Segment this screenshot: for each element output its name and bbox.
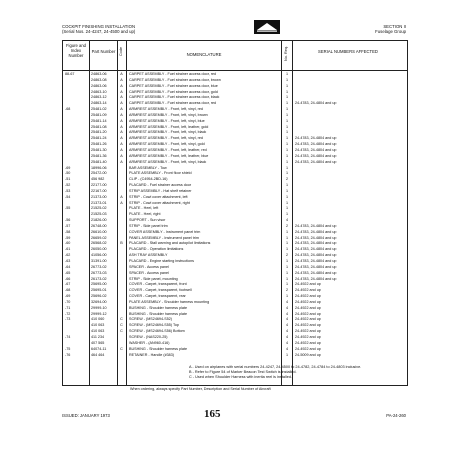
cell-figure-index: -75 [65,346,71,351]
cell-code: A [120,77,123,82]
cell-nomenclature: ARMREST ASSEMBLY - Front, left, leather, blue [129,153,209,158]
cell-code: A [120,142,123,147]
header-divider [63,70,407,71]
cell-figure-index: -67 [65,282,71,287]
cell-serial-numbers: 24-4783, 24-4804 and up [295,153,337,158]
cell-nomenclature: PLATE - Heel, left [129,206,159,211]
cell-part-number: 25481-09 [91,112,107,117]
cell-nomenclature: CARPET ASSEMBLY - Fuel strainer access door, red [129,72,217,76]
notes-block [189,365,389,380]
cell-code: A [120,72,123,76]
cell-serial-numbers: 24-4922 and up [295,317,321,322]
cell-part-number: 22177-00 [91,183,107,188]
col-header-part: Part Number [91,49,116,54]
cell-part-number: 26748-00 [91,223,107,228]
cell-serial-numbers: 24-4783, 24-4804 and up [295,136,337,141]
cell-part-number: 24863-10 [91,89,107,94]
cell-nomenclature: COVER - Carpet, transparent, footwell [129,288,192,293]
cell-nomenclature: SCREW - (MS24694-S52) [129,317,173,322]
cell-nomenclature: ARMREST ASSEMBLY - Front, left, vinyl, red [129,107,203,112]
cell-nomenclature: CLIP - (C4954-2BD-16) [129,177,168,182]
cell-serial-numbers: 24-4783, 24-4804 and up [295,259,337,263]
cell-quantity: 2 [285,177,289,182]
document-title: COCKPIT FINISHING INSTALLATION [62,24,136,29]
table-body [63,72,407,358]
cell-quantity: 1 [285,95,289,100]
cell-nomenclature: STRIP - Side panel, mounting [129,276,178,281]
cell-quantity: 1 [285,147,289,152]
cell-quantity: 1 [285,259,289,263]
cell-quantity: 4 [285,346,289,351]
cell-serial-numbers: 24-4922 and up [295,299,321,304]
cell-quantity: 1 [285,124,289,129]
cell-part-number: 25481-30 [91,147,107,152]
cell-part-number: 25695-00 [91,282,107,287]
cell-quantity: 1 [285,77,289,82]
cell-quantity: 1 [285,142,289,147]
cell-serial-numbers: 24-4783, 24-4804 and up [295,142,337,147]
cell-nomenclature: PANEL ASSEMBLY - Instrument panel trim [129,235,199,240]
cell-quantity: 1 [285,212,289,217]
manufacturer-logo-icon [254,20,280,34]
cell-part-number: 22167-00 [91,188,107,193]
cell-nomenclature: ARMREST ASSEMBLY - Front, left, vinyl, black [129,159,207,164]
cell-code: A [120,194,123,199]
cell-nomenclature: SCREW - (MS24694-S55) Top [129,323,179,328]
cell-code: C [120,329,123,334]
cell-quantity: 1 [285,183,289,188]
cell-part-number: 25481-26 [91,142,107,147]
cell-serial-numbers: 24-4922 and up [295,329,321,334]
cell-quantity: 1 [285,165,289,170]
cell-serial-numbers: 24-4783, 24-4804 and up [295,229,337,234]
cell-quantity: 4 [285,323,289,328]
note-text: Refer to Figure 54 of Marker Beacon Test Switch is installed. [194,369,297,374]
cell-part-number: 24863-12 [91,95,107,100]
cell-part-number: 29999-10 [91,305,107,310]
cell-serial-numbers: 24-4783, 24-4804 and up [295,276,337,281]
group-label: Fuselage Group [375,29,406,35]
cell-quantity: 2 [285,253,289,258]
cell-nomenclature: STRIP ASSEMBLY - Hat shelf retainer [129,188,192,193]
cell-quantity: 2 [285,288,289,293]
note-code: A [189,365,192,369]
cell-nomenclature: ARMREST ASSEMBLY - Front, left, vinyl, black [129,130,207,135]
cell-nomenclature: SPACER - Access panel [129,270,169,275]
cell-nomenclature: SPACER - Access panel [129,264,169,269]
cell-nomenclature: BAR ASSEMBLY - Tow [129,165,167,170]
cell-code: C [120,346,123,351]
cell-code: A [120,200,123,205]
note-b: B - Refer to Figure 54 of Marker Beacon Test Switch is installed. [189,369,297,374]
cell-serial-numbers: 24-4783, 24-4804 and up [295,101,337,106]
cell-part-number: 25481-02 [91,107,107,112]
cell-serial-numbers: 24-4922 and up [295,346,321,351]
note-c: C - Used when Shoulder Harness with inertia reel is installed. [189,374,292,379]
cell-quantity: 1 [285,118,289,123]
cell-part-number: 456 982 [91,177,105,182]
parts-table [62,40,408,386]
cell-part-number: 32694-00 [91,299,107,304]
cell-figure-index: -60 [65,241,71,246]
cell-part-number: 24863-06 [91,72,107,76]
cell-code: A [120,147,123,152]
cell-nomenclature: ARMREST ASSEMBLY - Front, left, vinyl, gold [129,142,205,147]
cell-part-number: 410 063 [91,323,105,328]
cell-nomenclature: RETAINER - Handle (#383) [129,352,175,357]
cell-serial-numbers: 24-4783, 24-4804 and up [295,270,337,275]
page-number: 165 [204,408,221,420]
cell-nomenclature: PLACARD - Engine starting instructions [129,259,194,263]
cell-part-number: 25696-02 [91,294,107,299]
page-header-right [356,24,406,35]
cell-nomenclature: ASH TRAY ASSEMBLY [129,253,168,258]
cell-serial-numbers: 24-4783, 24-4804 and up [295,223,337,228]
cell-part-number: 26050-00 [91,247,107,252]
cell-figure-index: -71 [65,305,71,310]
cell-quantity: 4 [285,311,289,316]
cell-quantity: 1 [285,247,289,252]
cell-quantity: 1 [285,130,289,135]
cell-part-number: 21373-01 [91,200,107,205]
cell-quantity: 1 [285,188,289,193]
cell-figure-index: -74 [65,334,71,339]
cell-part-number: 26773-02 [91,264,107,269]
cell-quantity: 1 [285,159,289,164]
cell-code: A [120,83,123,88]
cell-quantity: 1 [285,83,289,88]
cell-serial-numbers: 24-4922 and up [295,334,321,339]
cell-quantity: 1 [285,107,289,112]
cell-part-number: 25481-20 [91,130,107,135]
cell-figure-index: -56 [65,218,71,223]
cell-nomenclature: PLACARD - Stall warning and autopilot limitations [129,241,211,246]
cell-figure-index: -63 [65,259,71,263]
cell-code: A [120,159,123,164]
note-text: Used when Shoulder Harness with inertia reel is installed. [195,374,292,379]
cell-part-number: 31391-00 [91,259,107,263]
cell-quantity: 1 [285,352,289,357]
cell-nomenclature: STRIP - Cowl cover attachment, right [129,200,190,205]
cell-part-number: 24863-06 [91,83,107,88]
cell-part-number: 25481-08 [91,124,107,129]
cell-part-number: 410 060 [91,317,105,322]
cell-nomenclature: PLATE - Heel, right [129,212,161,217]
cell-serial-numbers: 24-4783, 24-4804 and up [295,241,337,246]
cell-figure-index: -61 [65,247,71,252]
cell-quantity: 4 [285,329,289,334]
cell-nomenclature: PLATE ASSEMBLY - Shoulder harness mounting [129,299,210,304]
cell-nomenclature: PLACARD - Fuel strainer access door [129,183,192,188]
cell-nomenclature: CARPET ASSEMBLY - Fuel strainer access door, brown [129,77,221,82]
cell-part-number: 64074-11 [91,346,107,351]
cell-part-number: 25481-24 [91,136,107,141]
cell-code: A [120,124,123,129]
cell-quantity: 1 [285,101,289,106]
cell-nomenclature: ARMREST ASSEMBLY - Front, left, vinyl, red [129,136,203,141]
cell-serial-numbers: 24-4783, 24-4804 and up [295,253,337,258]
cell-nomenclature: CARPET ASSEMBLY - Fuel strainer access door, gold [129,89,218,94]
cell-quantity: 1 [285,276,289,281]
cell-quantity: 1 [285,200,289,205]
cell-serial-numbers: 24-4922 and up [295,323,321,328]
cell-quantity: 1 [285,229,289,234]
section-label: SECTION II [383,24,406,29]
cell-code: A [120,153,123,158]
cell-serial-numbers: 24-4783, 24-4804 and up [295,147,337,152]
cell-quantity: 1 [285,194,289,199]
cell-quantity: 4 [285,218,289,223]
cell-part-number: 29999-12 [91,311,107,316]
cell-part-number: 21525-03 [91,212,107,217]
cell-nomenclature: STRIP - Side panel trim [129,223,168,228]
cell-nomenclature: CARPET ASSEMBLY - Fuel strainer access door, blue [129,83,218,88]
cell-figure-index: -55 [65,206,71,211]
serial-range: (Serial Nos. 24-4247, 24-4500 and up) [62,29,136,35]
cell-part-number: 410 063 [91,329,105,334]
cell-quantity: 1 [285,241,289,246]
cell-nomenclature: BUSHING - Shoulder harness plate [129,346,188,351]
cell-part-number: 407 565 [91,340,105,345]
cell-quantity: 1 [285,136,289,141]
cell-serial-numbers: 24-4783, 24-4804 and up [295,264,337,269]
cell-quantity: 1 [285,270,289,275]
cell-nomenclature: CARPET ASSEMBLY - Fuel strainer access door, red [129,101,217,106]
note-code: C [189,374,192,379]
cell-nomenclature: BUSHING - Shoulder harness plate [129,305,188,310]
col-header-code: Code [119,47,123,57]
cell-nomenclature: STRIP - Cowl cover attachment, left [129,194,188,199]
cell-quantity: 1 [285,294,289,299]
cell-nomenclature: SCREW - (NAS220-25) [129,334,168,339]
cell-figure-index: -73 [65,317,71,322]
document-code: PA-24-260 [386,413,406,418]
ordering-note: When ordering, always specify Part Number, Description and Serial Number of Aircraft [130,387,271,391]
cell-part-number: 25481-14 [91,118,107,123]
cell-nomenclature: PLATE ASSEMBLY - Front floor shield [129,171,192,176]
cell-quantity: 2 [285,223,289,228]
cell-quantity: 1 [285,112,289,117]
cell-serial-numbers: 24-4922 and up [295,288,321,293]
cell-nomenclature: COVER - Carpet, transparent, rear [129,294,186,299]
cell-quantity: 4 [285,305,289,310]
cell-part-number: 25472-00 [91,171,107,176]
cell-nomenclature: PLACARD - Operation limitations [129,247,184,252]
cell-serial-numbers: 24-5009 and up [295,352,321,357]
cell-quantity: 1 [285,153,289,158]
cell-part-number: 26659-02 [91,235,107,240]
cell-part-number: 26568-02 [91,241,107,246]
cell-figure-index: -59 [65,235,71,240]
col-header-serial: SERIAL NUMBERS AFFECTED [318,49,378,54]
cell-code: A [120,101,123,106]
col-header-qty: No. Req. [284,46,288,61]
cell-quantity: 1 [285,89,289,94]
cell-figure-index: -52 [65,183,71,188]
cell-figure-index: -76 [65,352,71,357]
cell-figure-index: 88-67 [65,72,75,76]
cell-figure-index: -72 [65,311,71,316]
cell-figure-index: -64 [65,264,71,269]
cell-quantity: 1 [285,264,289,269]
cell-serial-numbers: 24-4922 and up [295,340,321,345]
col-header-figure: Figure and Index Number [65,43,87,58]
note-a: A - Used on airplanes with serial numbers 24-4247, 24-4500 to 24-4782, 24-4784 to 24-4803 inclusive. [189,365,362,369]
cell-quantity: 1 [285,206,289,211]
cell-quantity: 1 [285,282,289,287]
cell-figure-index: -53 [65,188,71,193]
cell-code: C [120,323,123,328]
cell-serial-numbers: 24-4783, 24-4804 and up [295,159,337,164]
cell-figure-index: -68 [65,288,71,293]
cell-code: A [120,136,123,141]
cell-part-number: 21826-00 [91,218,107,223]
cell-quantity: 4 [285,317,289,322]
cell-quantity: 1 [285,72,289,76]
cell-part-number: 41056-00 [91,253,107,258]
cell-code: A [120,112,123,117]
cell-nomenclature: ARMREST ASSEMBLY - Front, left, leather, red [129,147,207,152]
cell-figure-index: -50 [65,171,71,176]
cell-part-number: 25695-01 [91,288,107,293]
cell-nomenclature: COVER ASSEMBLY - Instrument panel trim [129,229,201,234]
cell-figure-index: -68 [65,107,71,112]
cell-nomenclature: BUSHING - Shoulder harness plate [129,311,188,316]
cell-code: A [120,118,123,123]
cell-figure-index: -69 [65,165,71,170]
cell-nomenclature: ARMREST ASSEMBLY - Front, left, leather, gold [129,124,209,129]
cell-figure-index: -65 [65,270,71,275]
cell-code: A [120,130,123,135]
cell-nomenclature: COVER - Carpet, transparent, front [129,282,187,287]
cell-part-number: 26173-02 [91,276,107,281]
cell-code: A [120,95,123,100]
cell-part-number: 24863-14 [91,101,107,106]
cell-serial-numbers: 24-4783, 24-4804 and up [295,235,337,240]
cell-part-number: 26773-03 [91,270,107,275]
cell-nomenclature: SUPPORT - Sun visor [129,218,166,223]
cell-figure-index: -66 [65,276,71,281]
table-row [63,353,407,359]
cell-nomenclature: WASHER - (AN960-416) [129,340,170,345]
cell-nomenclature: ARMREST ASSEMBLY - Front, left, vinyl, brown [129,112,208,117]
note-text: Used on airplanes with serial numbers 24-4247, 24-4500 to 24-4782, 24-4784 to 24-4803 inclusive. [194,365,362,369]
cell-serial-numbers: 24-4922 and up [295,305,321,310]
cell-serial-numbers: 24-4783, 24-4804 and up [295,247,337,252]
cell-code: B [120,241,123,246]
cell-part-number: 26610-00 [91,229,107,234]
cell-figure-index: -58 [65,229,71,234]
cell-figure-index: -51 [65,177,71,182]
cell-code: A [120,107,123,112]
issue-date: ISSUED: JANUARY 1973 [62,413,110,418]
cell-quantity: 4 [285,299,289,304]
cell-part-number: 25481-36 [91,153,107,158]
cell-quantity: 4 [285,340,289,345]
cell-part-number: 464 464 [91,352,105,357]
page-header-left [62,24,135,35]
cell-serial-numbers: 24-4922 and up [295,311,321,316]
cell-figure-index: -54 [65,194,71,199]
cell-part-number: 21525-02 [91,206,107,211]
cell-figure-index: -57 [65,223,71,228]
cell-nomenclature: SCREW - (MS24694-S56) Bottom [129,329,185,334]
cell-quantity: 1 [285,171,289,176]
cell-figure-index: -70 [65,299,71,304]
cell-nomenclature: ARMREST ASSEMBLY - Front, left, vinyl, blue [129,118,205,123]
cell-part-number: 24863-08 [91,77,107,82]
cell-part-number: 25481-40 [91,159,107,164]
cell-code: C [120,317,123,322]
cell-figure-index: -62 [65,253,71,258]
cell-serial-numbers: 24-4922 and up [295,294,321,299]
cell-nomenclature: CARPET ASSEMBLY - Fuel strainer access door, black [129,95,220,100]
cell-part-number: 18996-06 [91,165,107,170]
cell-quantity: 1 [285,235,289,240]
cell-part-number: 21373-00 [91,194,107,199]
cell-quantity: 4 [285,334,289,339]
cell-serial-numbers: 24-4922 and up [295,282,321,287]
cell-figure-index: -69 [65,294,71,299]
cell-part-number: 411 234 [91,334,105,339]
col-header-nomenclature: NOMENCLATURE [186,52,222,57]
note-code: B [189,369,192,374]
cell-code: A [120,89,123,94]
